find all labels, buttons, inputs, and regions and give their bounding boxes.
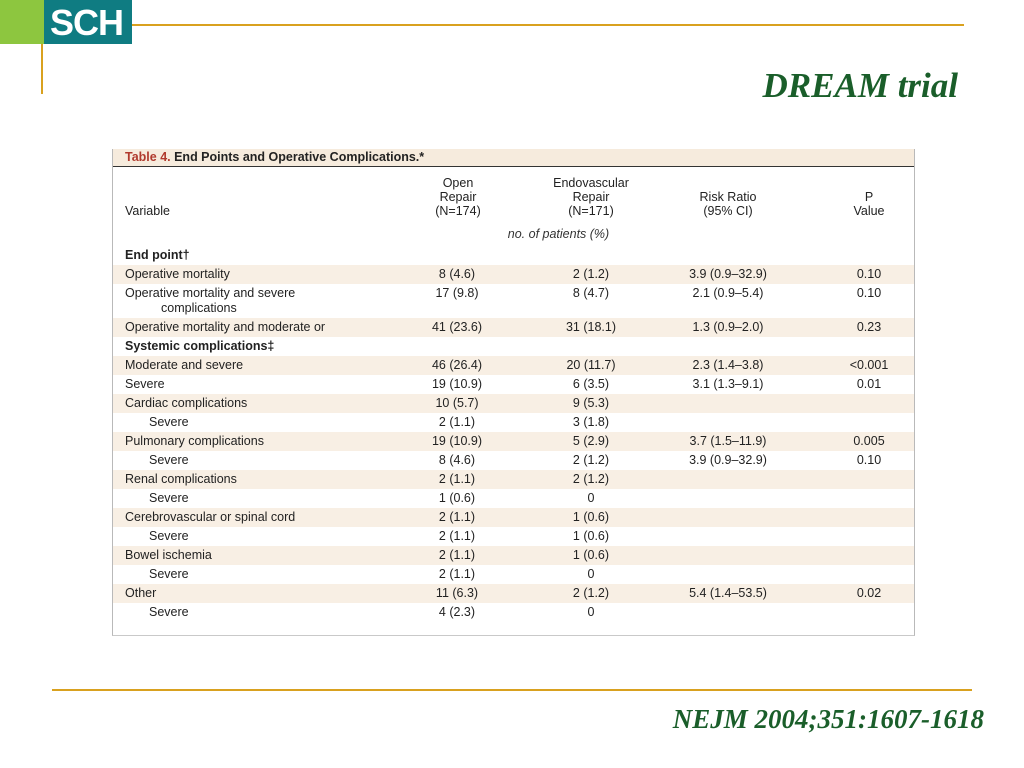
table-row bbox=[113, 470, 914, 489]
cell-open-repair: 2 (1.1) bbox=[438, 415, 476, 429]
cell-risk-ratio: 3.9 (0.9–32.9) bbox=[689, 267, 767, 281]
cell-endovascular-repair: 1 (0.6) bbox=[572, 510, 610, 524]
table-header bbox=[113, 167, 914, 224]
cell-open-repair: 19 (10.9) bbox=[431, 377, 483, 391]
cell-open-repair: 8 (4.6) bbox=[438, 267, 476, 281]
cell-variable: Severe bbox=[149, 605, 189, 619]
cell-endovascular-repair: 2 (1.2) bbox=[572, 453, 610, 467]
citation: NEJM 2004;351:1607-1618 bbox=[672, 704, 984, 734]
header-p-l2: Value bbox=[853, 204, 885, 218]
header-variable: Variable bbox=[125, 204, 170, 218]
header-open-l1: Open bbox=[442, 176, 474, 190]
top-rule bbox=[132, 24, 964, 26]
cell-variable: Severe bbox=[149, 567, 189, 581]
cell-endovascular-repair: 9 (5.3) bbox=[572, 396, 610, 410]
cell-endovascular-repair: 20 (11.7) bbox=[566, 358, 616, 372]
cell-risk-ratio: 3.7 (1.5–11.9) bbox=[689, 434, 767, 448]
cell-open-repair: 2 (1.1) bbox=[438, 567, 476, 581]
cell-open-repair: 4 (2.3) bbox=[438, 605, 476, 619]
header-endo-l3: (N=171) bbox=[568, 204, 614, 218]
cell-endovascular-repair: 1 (0.6) bbox=[572, 529, 610, 543]
header-open-l3: (N=174) bbox=[435, 204, 481, 218]
cell-variable: Operative mortality bbox=[125, 267, 230, 281]
logo-green-block bbox=[0, 0, 44, 44]
cell-risk-ratio: 3.9 (0.9–32.9) bbox=[689, 453, 767, 467]
section-heading: Systemic complications‡ bbox=[125, 339, 275, 353]
cell-p-value: <0.001 bbox=[849, 358, 889, 372]
cell-variable: Severe bbox=[149, 529, 189, 543]
cell-endovascular-repair: 8 (4.7) bbox=[572, 286, 610, 300]
cell-variable: Operative mortality and moderate or bbox=[125, 320, 326, 334]
cell-endovascular-repair: 6 (3.5) bbox=[572, 377, 610, 391]
units-label: no. of patients (%) bbox=[507, 227, 610, 241]
cell-endovascular-repair: 0 bbox=[587, 567, 595, 581]
cell-variable: Pulmonary complications bbox=[125, 434, 264, 448]
header-open-repair bbox=[413, 176, 503, 218]
table-row bbox=[113, 356, 914, 375]
cell-variable: Bowel ischemia bbox=[125, 548, 212, 562]
table-row bbox=[113, 603, 914, 622]
table-row bbox=[113, 546, 914, 565]
cell-open-repair: 10 (5.7) bbox=[435, 396, 479, 410]
header-open-l2: Repair bbox=[439, 190, 477, 204]
table-caption-text: End Points and Operative Complications.* bbox=[170, 150, 425, 164]
header-endo-l1: Endovascular bbox=[553, 176, 629, 190]
cell-endovascular-repair: 5 (2.9) bbox=[572, 434, 610, 448]
cell-p-value: 0.10 bbox=[856, 286, 882, 300]
cell-open-repair: 2 (1.1) bbox=[438, 472, 476, 486]
cell-variable: Severe bbox=[149, 491, 189, 505]
cell-p-value: 0.005 bbox=[853, 434, 885, 448]
table-row bbox=[113, 318, 914, 337]
cell-risk-ratio: 2.3 (1.4–3.8) bbox=[692, 358, 764, 372]
cell-p-value: 0.10 bbox=[856, 267, 882, 281]
cell-open-repair: 8 (4.6) bbox=[438, 453, 476, 467]
table-row bbox=[113, 432, 914, 451]
header-endovascular-repair bbox=[535, 176, 647, 218]
cell-variable-continued: complications bbox=[161, 301, 237, 315]
cell-p-value: 0.10 bbox=[856, 453, 882, 467]
cell-endovascular-repair: 1 (0.6) bbox=[572, 548, 610, 562]
cell-p-value: 0.23 bbox=[856, 320, 882, 334]
cell-endovascular-repair: 0 bbox=[587, 605, 595, 619]
cell-risk-ratio: 3.1 (1.3–9.1) bbox=[692, 377, 764, 391]
cell-open-repair: 46 (26.4) bbox=[431, 358, 483, 372]
cell-open-repair: 1 (0.6) bbox=[438, 491, 476, 505]
logo: SCH bbox=[50, 2, 124, 43]
cell-variable: Severe bbox=[125, 377, 165, 391]
header-risk-ratio bbox=[683, 190, 773, 218]
cell-variable: Cardiac complications bbox=[125, 396, 248, 410]
table-caption-label: Table 4. bbox=[125, 150, 171, 164]
table-row bbox=[113, 565, 914, 584]
slide-title: DREAM trial bbox=[762, 66, 958, 105]
cell-variable: Cerebrovascular or spinal cord bbox=[125, 510, 296, 524]
cell-variable: Operative mortality and severe bbox=[125, 286, 296, 300]
cell-risk-ratio: 2.1 (0.9–5.4) bbox=[692, 286, 764, 300]
header-rr-l1: Risk Ratio bbox=[699, 190, 757, 204]
cell-open-repair: 2 (1.1) bbox=[438, 529, 476, 543]
results-table bbox=[112, 149, 915, 636]
header-endo-l2: Repair bbox=[572, 190, 610, 204]
left-rule bbox=[41, 44, 43, 94]
header-p-l1: P bbox=[864, 190, 874, 204]
cell-endovascular-repair: 2 (1.2) bbox=[572, 586, 610, 600]
cell-variable: Moderate and severe bbox=[125, 358, 244, 372]
cell-open-repair: 17 (9.8) bbox=[435, 286, 479, 300]
cell-p-value: 0.02 bbox=[856, 586, 882, 600]
cell-variable: Severe bbox=[149, 415, 189, 429]
bottom-rule bbox=[52, 689, 972, 691]
table-row bbox=[113, 284, 914, 318]
cell-risk-ratio: 5.4 (1.4–53.5) bbox=[689, 586, 767, 600]
table-row bbox=[113, 413, 914, 432]
header-rr-l2: (95% CI) bbox=[703, 204, 753, 218]
table-row bbox=[113, 508, 914, 527]
cell-risk-ratio: 1.3 (0.9–2.0) bbox=[692, 320, 764, 334]
table-row bbox=[113, 489, 914, 508]
table-row bbox=[113, 584, 914, 603]
table-row bbox=[113, 451, 914, 470]
cell-open-repair: 2 (1.1) bbox=[438, 548, 476, 562]
cell-endovascular-repair: 31 (18.1) bbox=[565, 320, 617, 334]
cell-variable: Severe bbox=[149, 453, 189, 467]
cell-p-value: 0.01 bbox=[856, 377, 882, 391]
cell-variable: Renal complications bbox=[125, 472, 237, 486]
cell-open-repair: 19 (10.9) bbox=[431, 434, 483, 448]
header-p-value bbox=[839, 190, 899, 218]
cell-endovascular-repair: 2 (1.2) bbox=[572, 267, 610, 281]
table-row bbox=[113, 265, 914, 284]
table-body bbox=[113, 246, 914, 622]
table-row bbox=[113, 527, 914, 546]
table-row bbox=[113, 375, 914, 394]
table-row bbox=[113, 394, 914, 413]
table-caption bbox=[113, 149, 914, 167]
cell-endovascular-repair: 2 (1.2) bbox=[572, 472, 610, 486]
cell-endovascular-repair: 0 bbox=[587, 491, 595, 505]
cell-open-repair: 11 (6.3) bbox=[435, 586, 479, 600]
cell-open-repair: 2 (1.1) bbox=[438, 510, 476, 524]
cell-variable: Other bbox=[125, 586, 157, 600]
cell-open-repair: 41 (23.6) bbox=[431, 320, 483, 334]
cell-endovascular-repair: 3 (1.8) bbox=[572, 415, 610, 429]
section-heading: End point† bbox=[125, 248, 190, 262]
